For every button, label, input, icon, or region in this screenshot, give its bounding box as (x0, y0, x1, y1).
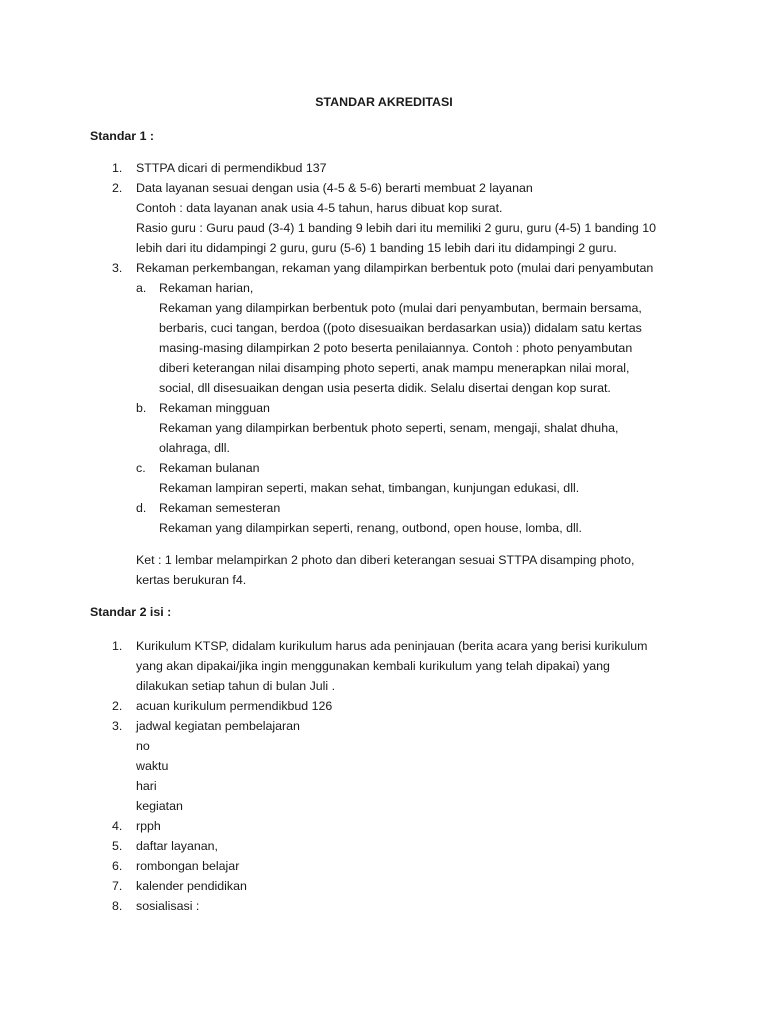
sub-list-text: diberi keterangan nilai disamping photo seperti, anak mampu menerapkan nilai moral, (159, 361, 630, 375)
list-item-text: jadwal kegiatan pembelajaran (136, 719, 300, 733)
list-item-subline: no (136, 739, 150, 753)
list-number: 3. (112, 261, 123, 275)
sub-list-text: olahraga, dll. (159, 441, 230, 455)
list-item-text: Contoh : data layanan anak usia 4-5 tahun, harus dibuat kop surat. (136, 201, 503, 215)
sub-list-title: Rekaman harian, (159, 281, 254, 295)
list-item-subline: waktu (136, 759, 169, 773)
note-text: kertas berukuran f4. (136, 573, 247, 587)
list-item-text: daftar layanan, (136, 839, 218, 853)
list-number: 1. (112, 161, 123, 175)
list-item-text: sosialisasi : (136, 899, 200, 913)
list-item-text: Rasio guru : Guru paud (3-4) 1 banding 9 lebih dari itu memiliki 2 guru, guru (4-5) 1 banding 10 (136, 221, 657, 235)
list-item-text: dilakukan setiap tahun di bulan Juli . (136, 679, 336, 693)
sub-list-text: Rekaman yang dilampirkan berbentuk poto (mulai dari penyambutan, bermain bersama, (159, 301, 642, 315)
list-number: 4. (112, 819, 123, 833)
list-number: 1. (112, 639, 123, 653)
sub-list-title: Rekaman bulanan (159, 461, 260, 475)
list-item-subline: hari (136, 779, 157, 793)
list-number: 7. (112, 879, 123, 893)
document-title: STANDAR AKREDITASI (315, 95, 453, 109)
sub-list-label: a. (136, 281, 147, 295)
list-number: 3. (112, 719, 123, 733)
list-item-text: rombongan belajar (136, 859, 240, 873)
list-item-text: kalender pendidikan (136, 879, 247, 893)
list-item-text: Data layanan sesuai dengan usia (4-5 & 5-6) berarti membuat 2 layanan (136, 181, 533, 195)
list-item-text: acuan kurikulum permendikbud 126 (136, 699, 333, 713)
sub-list-label: d. (136, 501, 147, 515)
sub-list-label: c. (136, 461, 146, 475)
sub-list-text: masing-masing dilampirkan 2 poto beserta penilaiannya. Contoh : photo penyambutan (159, 341, 633, 355)
list-item-text: STTPA dicari di permendikbud 137 (136, 161, 327, 175)
list-item-text: Rekaman perkembangan, rekaman yang dilampirkan berbentuk poto (mulai dari penyambutan (136, 261, 654, 275)
list-item-text: rpph (136, 819, 161, 833)
list-item-subline: kegiatan (136, 799, 183, 813)
list-number: 8. (112, 899, 123, 913)
sub-list-text: Rekaman yang dilampirkan seperti, renang, outbond, open house, lomba, dll. (159, 521, 582, 535)
section-heading-standar-1: Standar 1 : (90, 129, 155, 143)
list-number: 5. (112, 839, 123, 853)
sub-list-label: b. (136, 401, 147, 415)
list-number: 2. (112, 699, 123, 713)
list-item-text: Kurikulum KTSP, didalam kurikulum harus ada peninjauan (berita acara yang berisi kurikulum (136, 639, 648, 653)
sub-list-text: Rekaman yang dilampirkan berbentuk photo seperti, senam, mengaji, shalat dhuha, (159, 421, 619, 435)
sub-list-title: Rekaman semesteran (159, 501, 281, 515)
list-number: 6. (112, 859, 123, 873)
sub-list-text: social, dll disesuaikan dengan usia peserta didik. Selalu disertai dengan kop surat. (159, 381, 611, 395)
sub-list-text: berbaris, cuci tangan, berdoa ((poto disesuaikan berdasarkan usia)) didalam satu kertas (159, 321, 642, 335)
sub-list-title: Rekaman mingguan (159, 401, 270, 415)
sub-list-text: Rekaman lampiran seperti, makan sehat, timbangan, kunjungan edukasi, dll. (159, 481, 580, 495)
list-number: 2. (112, 181, 123, 195)
list-item-text: yang akan dipakai/jika ingin menggunakan kembali kurikulum yang telah dipakai) yang (136, 659, 610, 673)
section-heading-standar-2: Standar 2 isi : (90, 605, 172, 619)
note-text: Ket : 1 lembar melampirkan 2 photo dan diberi keterangan sesuai STTPA disamping photo, (136, 553, 635, 567)
list-item-text: lebih dari itu didampingi 2 guru, guru (5-6) 1 banding 15 lebih dari itu didampingi 2 guru. (136, 241, 617, 255)
